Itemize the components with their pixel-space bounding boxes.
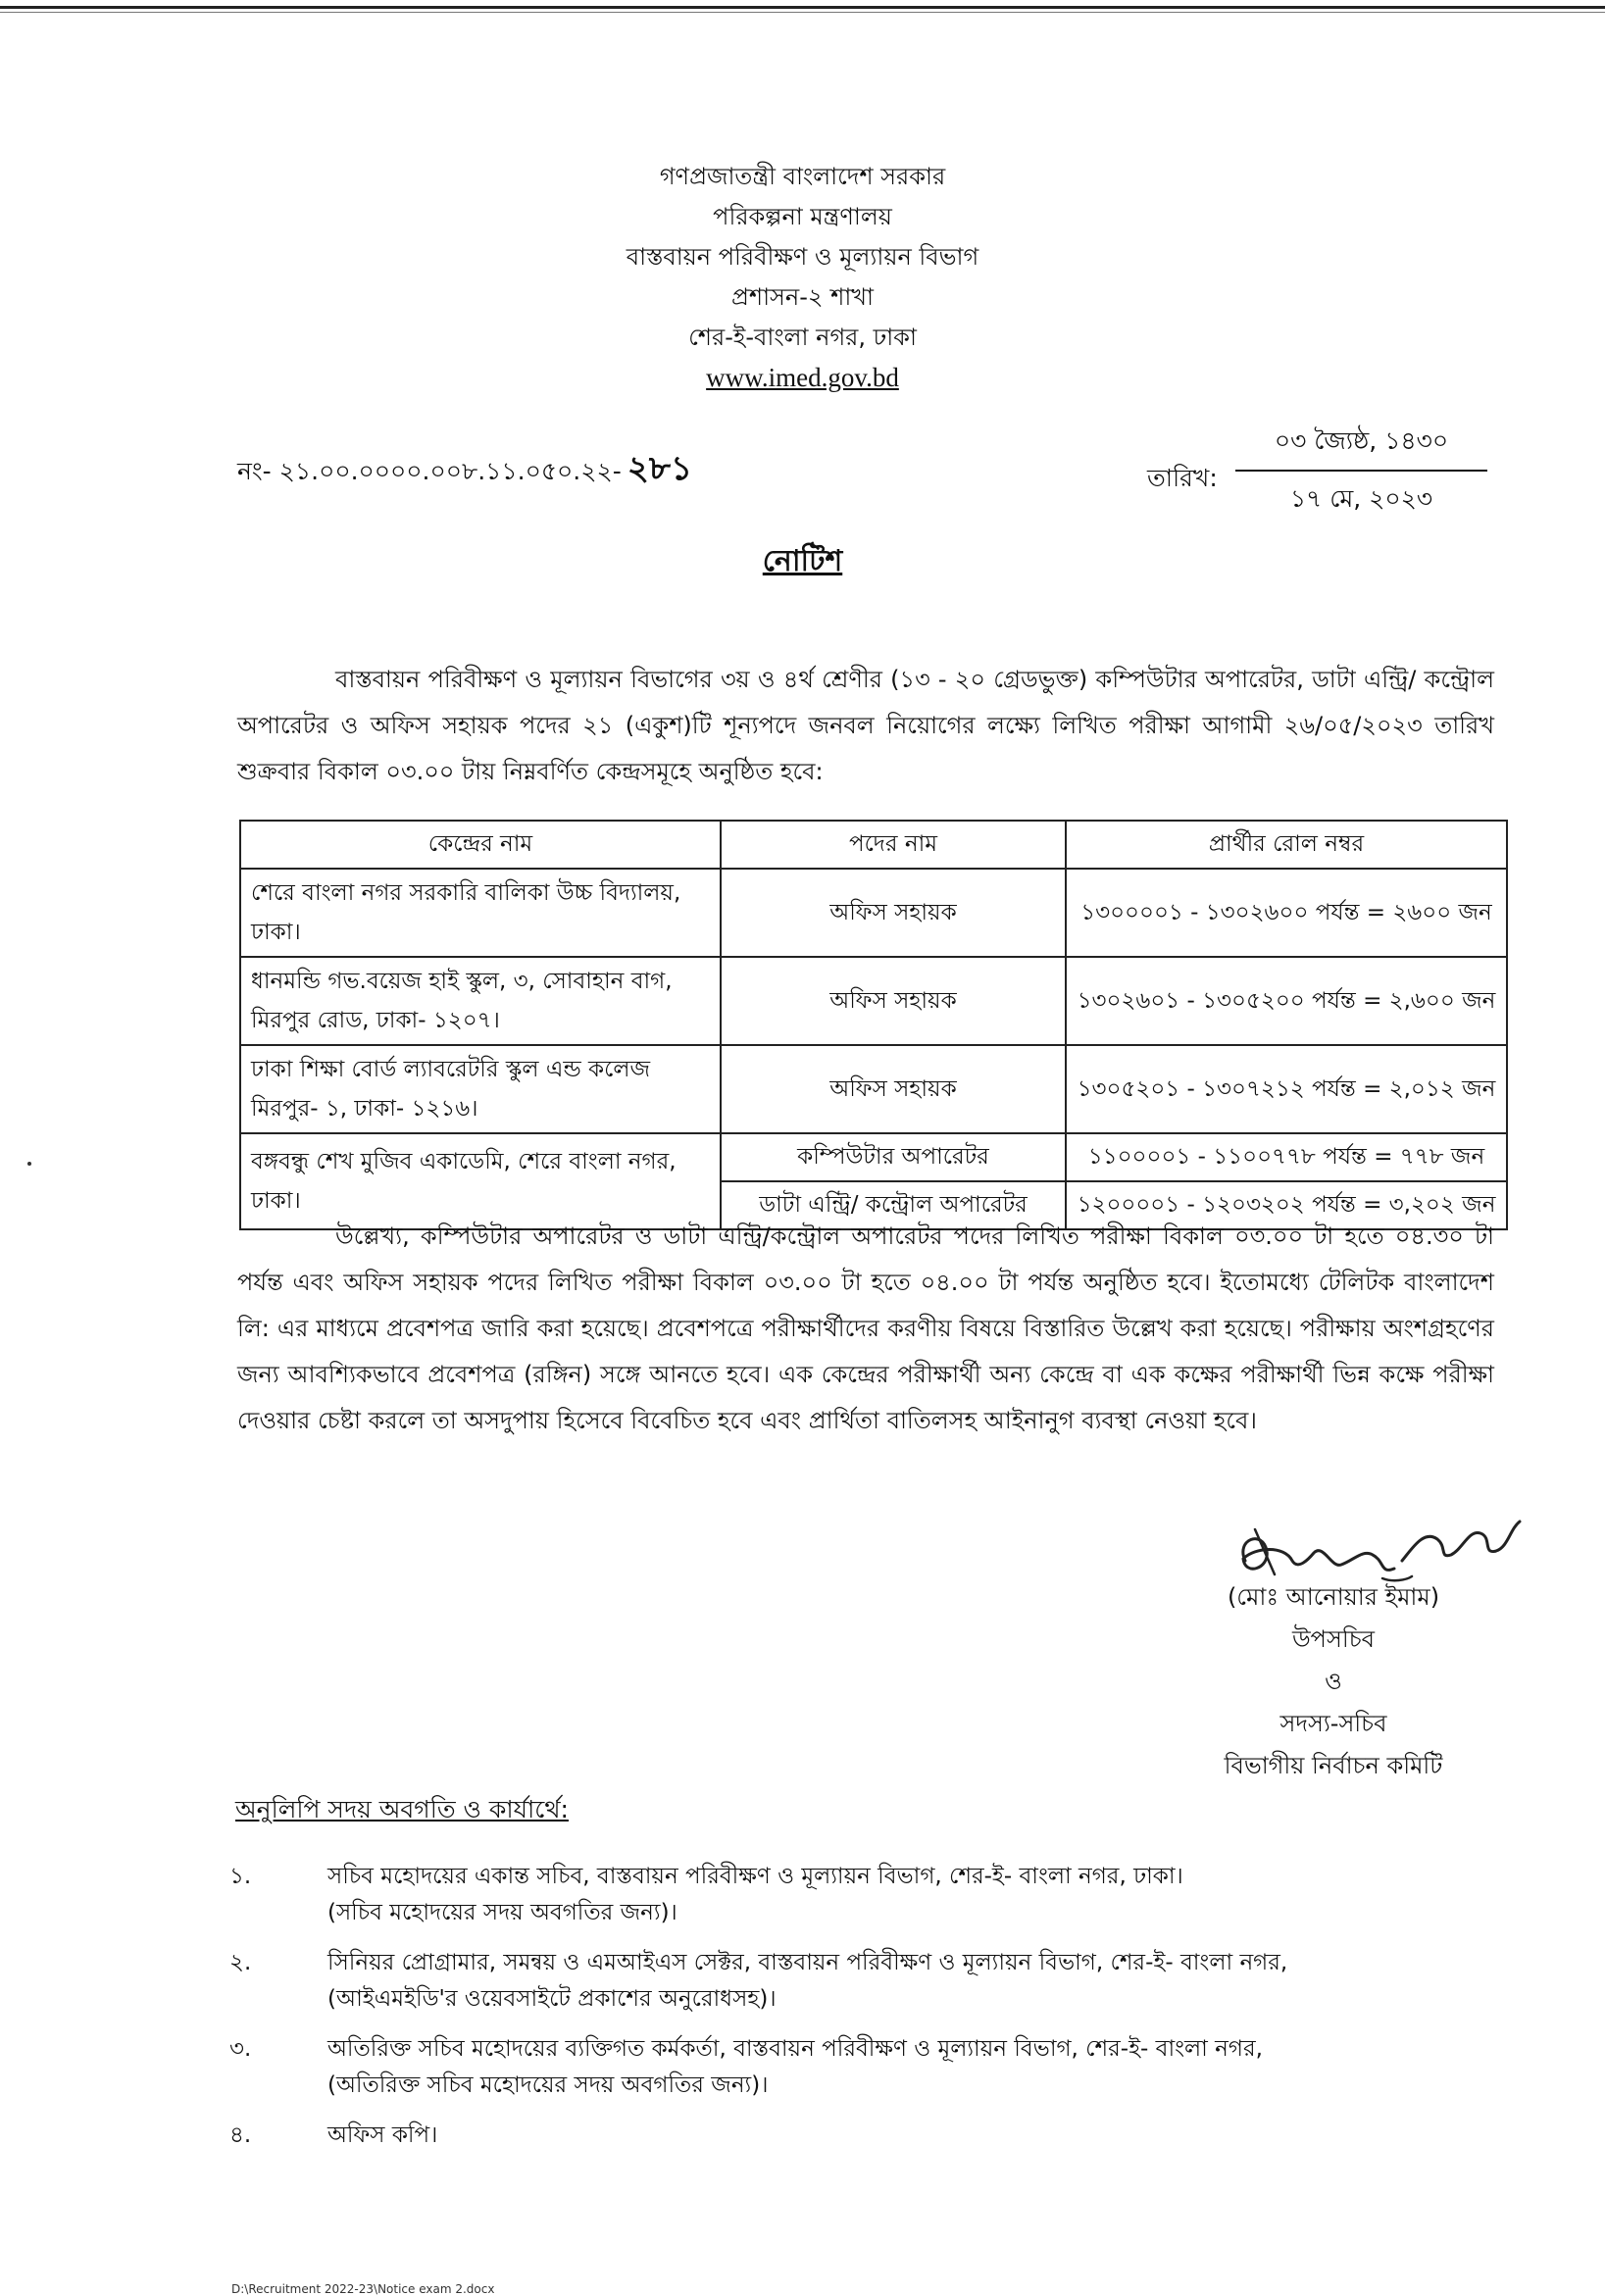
center-cell: বঙ্গবন্ধু শেখ মুজিব একাডেমি, শেরে বাংলা নগর, ঢাকা। <box>240 1133 721 1229</box>
division-name: বাস্তবায়ন পরিবীক্ষণ ও মূল্যায়ন বিভাগ <box>626 243 979 271</box>
list-item-line: (অতিরিক্ত সচিব মহোদয়ের সদয় অবগতির জন্য)। <box>327 2072 769 2098</box>
header-roll: প্রার্থীর রোল নম্বর <box>1066 821 1507 869</box>
table-header-row <box>240 821 1507 869</box>
table-row <box>240 869 1507 957</box>
footer-file-path: D:\Recruitment 2022-23\Notice exam 2.docx <box>231 2282 495 2296</box>
signatory-conjunction: ও <box>1325 1668 1342 1695</box>
list-item-line: সচিব মহোদয়ের একান্ত সচিব, বাস্তবায়ন পরিবীক্ষণ ও মূল্যায়ন বিভাগ, শের-ই- বাংলা নগর, ঢাকা। <box>327 1864 1183 1889</box>
list-item-number: ৪. <box>229 2122 252 2148</box>
list-item-number: ১. <box>229 1864 252 1889</box>
copy-to-title: অনুলিপি সদয় অবগতি ও কার্যার্থে: <box>235 1795 569 1823</box>
roll-cell: ১৩০২৬০১ - ১৩০৫২০০ পর্যন্ত = ২,৬০০ জন <box>1066 957 1507 1045</box>
post-cell: কম্পিউটার অপারেটর <box>721 1133 1066 1181</box>
list-item-line: সিনিয়র প্রোগ্রামার, সমন্বয় ও এমআইএস সেক্টর, বাস্তবায়ন পরিবীক্ষণ ও মূল্যায়ন বিভাগ, শের-ই- বাংলা নগর, <box>327 1950 1288 1975</box>
branch-name: প্রশাসন-২ শাখা <box>730 283 875 311</box>
table-row <box>240 1045 1507 1133</box>
list-item <box>229 2031 1504 2104</box>
signatory-name: (মোঃ আনোয়ার ইমাম) <box>1227 1583 1440 1611</box>
center-cell: ঢাকা শিক্ষা বোর্ড ল্যাবরেটরি স্কুল এন্ড কলেজ মিরপুর- ১, ঢাকা- ১২১৬। <box>240 1045 721 1133</box>
website-link[interactable]: www.imed.gov.bd <box>706 363 899 392</box>
post-cell: অফিস সহায়ক <box>721 869 1066 957</box>
list-item <box>229 1859 1504 1931</box>
center-cell: শেরে বাংলা নগর সরকারি বালিকা উচ্চ বিদ্যালয়, ঢাকা। <box>240 869 721 957</box>
exam-centers-table <box>239 820 1508 1230</box>
center-cell: ধানমন্ডি গভ.বয়েজ হাই স্কুল, ৩, সোবাহান বাগ, মিরপুর রোড, ঢাকা- ১২০৭। <box>240 957 721 1045</box>
date-block <box>1235 422 1487 522</box>
roll-cell: ১২০০০০১ - ১২০৩২০২ পর্যন্ত = ৩,২০২ জন <box>1066 1181 1507 1229</box>
list-item <box>229 2118 1504 2154</box>
intro-paragraph: বাস্তবায়ন পরিবীক্ষণ ও মূল্যায়ন বিভাগের ৩য় ও ৪র্থ শ্রেণীর (১৩ - ২০ গ্রেডভুক্ত) কম্পিউটার অপারেটর, ডাটা এন্ট্রি/ কন্ট্রোল অপারেটর ও অফিস সহায়ক পদের ২১ (একুশ)টি শূন্যপদে জনবল নিয়োগের লক্ষ্যে লিখিত পরীক্ষা আগামী ২৬/০৫/২০২৩ তারিখ শুক্রবার বিকাল ০৩.০০ টায় নিম্নবর্ণিত কেন্দ্রসমূহে অনুষ্ঠিত হবে: <box>237 666 1494 785</box>
list-item-line: (আইএমইডি'র ওয়েবসাইটে প্রকাশের অনুরোধসহ)। <box>327 1986 777 2012</box>
roll-cell: ১১০০০০১ - ১১০০৭৭৮ পর্যন্ত = ৭৭৮ জন <box>1066 1133 1507 1181</box>
table-row <box>240 957 1507 1045</box>
post-cell: অফিস সহায়ক <box>721 1045 1066 1133</box>
memo-number <box>237 443 692 499</box>
list-item-line: (সচিব মহোদয়ের সদয় অবগতির জন্য)। <box>327 1900 677 1925</box>
header-center: কেন্দ্রের নাম <box>240 821 721 869</box>
details-paragraph: উল্লেখ্য, কম্পিউটার অপারেটর ও ডাটা এন্ট্রি/কন্ট্রোল অপারেটর পদের লিখিত পরীক্ষা বিকাল ০৩.০০ টা হতে ০৪.৩০ টা পর্যন্ত এবং অফিস সহায়ক পদের লিখিত পরীক্ষা বিকাল ০৩.০০ টা হতে ০৪.০০ টা পর্যন্ত অনুষ্ঠিত হবে। ইতোমধ্যে টেলিটক বাংলাদেশ লি: এর মাধ্যমে প্রবেশপত্র জারি করা হয়েছে। প্রবেশপত্রে পরীক্ষার্থীদের করণীয় বিষয়ে বিস্তারিত উল্লেখ করা হয়েছে। পরীক্ষায় অংশগ্রহণের জন্য আবশ্যিকভাবে প্রবেশপত্র (রঙ্গিন) সঙ্গে আনতে হবে। এক কেন্দ্রের পরীক্ষার্থী অন্য কেন্দ্রে বা এক কক্ষের পরীক্ষার্থী ভিন্ন কক্ষে পরীক্ষা দেওয়ার চেষ্টা করলে তা অসদুপায় হিসেবে বিবেচিত হবে এবং প্রার্থিতা বাতিলসহ আইনানুগ ব্যবস্থা নেওয়া হবে। <box>237 1223 1494 1434</box>
post-cell: অফিস সহায়ক <box>721 957 1066 1045</box>
address: শের-ই-বাংলা নগর, ঢাকা <box>688 324 917 351</box>
copy-to-list <box>229 1859 1504 2168</box>
govt-name: গণপ্রজাতন্ত্রী বাংলাদেশ সরকার <box>659 163 946 190</box>
scan-speck <box>27 1162 31 1166</box>
date-bangla: ০৩ জ্যৈষ্ঠ, ১৪৩০ <box>1235 422 1487 472</box>
signatory-role: সদস্য-সচিব <box>1279 1710 1387 1737</box>
list-item-line: অফিস কপি। <box>327 2122 438 2148</box>
post-cell: ডাটা এন্ট্রি/ কন্ট্রোল অপারেটর <box>721 1181 1066 1229</box>
date-english: ১৭ মে, ২০২৩ <box>1289 484 1433 513</box>
signatory-block <box>1128 1576 1539 1787</box>
top-border-line <box>0 6 1605 9</box>
roll-cell: ১৩০৫২০১ - ১৩০৭২১২ পর্যন্ত = ২,০১২ জন <box>1066 1045 1507 1133</box>
roll-cell: ১৩০০০০১ - ১৩০২৬০০ পর্যন্ত = ২৬০০ জন <box>1066 869 1507 957</box>
date-label: তারিখ: <box>1147 464 1218 492</box>
notice-title <box>0 537 1605 587</box>
notice-title-text: নোটিশ <box>762 544 843 578</box>
top-border-line-thin <box>0 12 1605 13</box>
list-item-line: অতিরিক্ত সচিব মহোদয়ের ব্যক্তিগত কর্মকর্তা, বাস্তবায়ন পরিবীক্ষণ ও মূল্যায়ন বিভাগ, শের-ই- বাংলা নগর, <box>327 2036 1263 2062</box>
list-item-number: ২. <box>229 1950 252 1975</box>
table-row <box>240 1133 1507 1181</box>
list-item-number: ৩. <box>229 2036 252 2062</box>
memo-handwritten-suffix: ২৮১ <box>627 449 693 488</box>
ministry-name: পরিকল্পনা মন্ত্রণালয় <box>713 203 892 230</box>
signatory-designation: উপসচিব <box>1291 1625 1376 1653</box>
signatory-committee: বিভাগীয় নির্বাচন কমিটি <box>1224 1752 1443 1779</box>
list-item <box>229 1945 1504 2018</box>
letterhead <box>0 157 1605 398</box>
memo-number-text: নং- ২১.০০.০০০০.০০৮.১১.০৫০.২২- <box>237 457 622 485</box>
header-post: পদের নাম <box>721 821 1066 869</box>
